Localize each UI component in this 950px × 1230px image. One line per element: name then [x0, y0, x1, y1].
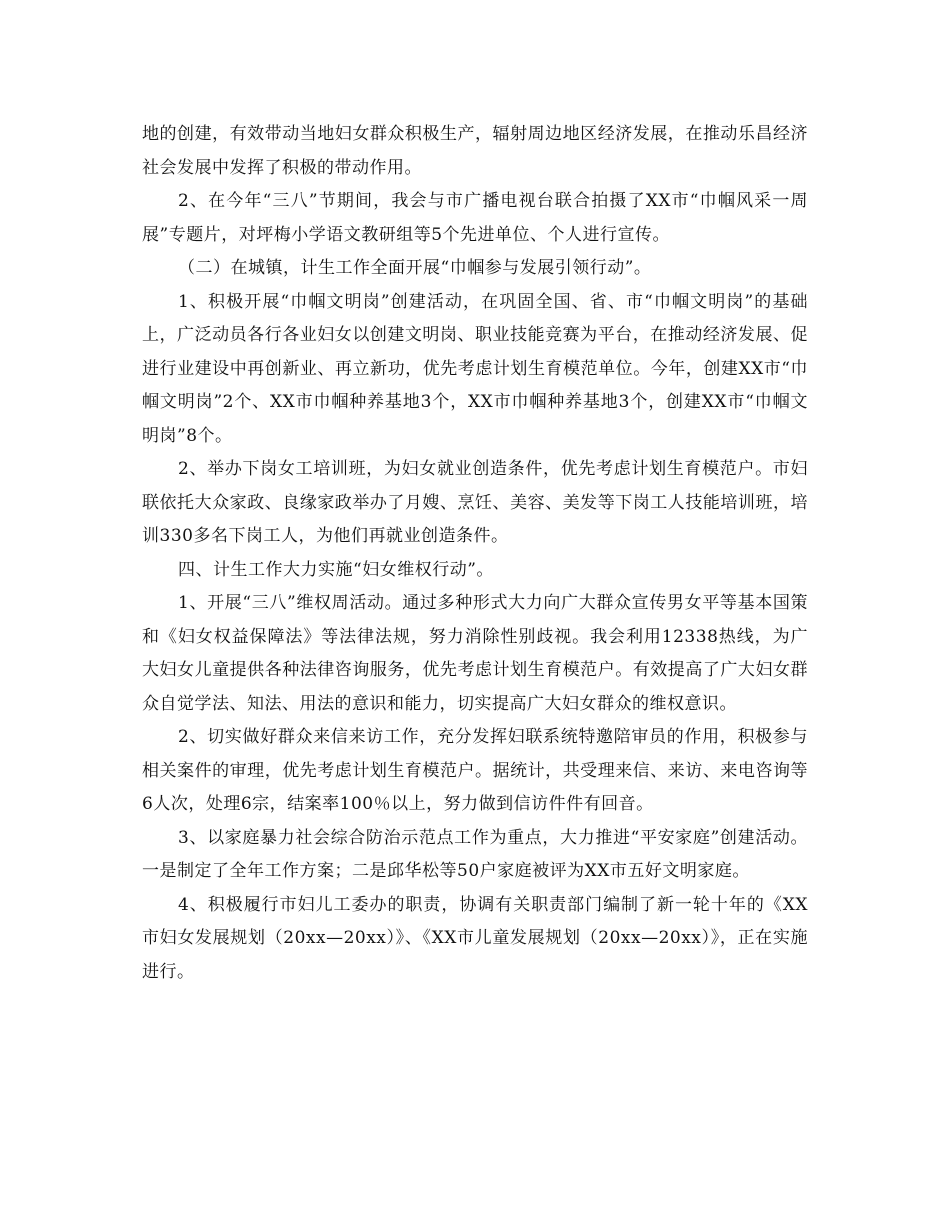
paragraph: 2、切实做好群众来信来访工作，充分发挥妇联系统特邀陪审员的作用，积极参与相关案件的审理，优先考虑计划生育模范户。据统计，共受理来信、来访、来电咨询等6人次，处理6宗，结案率100％以上，努力做到信访件件有回音。 [142, 727, 808, 814]
paragraph: 3、以家庭暴力社会综合防治示范点工作为重点，大力推进“平安家庭”创建活动。一是制定了全年工作方案；二是邱华松等50户家庭被评为XX市五好文明家庭。 [142, 827, 808, 881]
paragraph: 4、积极履行市妇儿工委办的职责，协调有关职责部门编制了新一轮十年的《XX市妇女发展规划（20xx—20xx）》、《XX市儿童发展规划（20xx—20xx）》，正在实施进行。 [142, 894, 808, 982]
section-heading: （二）在城镇，计生工作全面开展“巾帼参与发展引领行动”。 [178, 258, 652, 278]
paragraph: 地的创建，有效带动当地妇女群众积极生产，辐射周边地区经济发展，在推动乐昌经济社会发展中发挥了积极的带动作用。 [142, 124, 808, 178]
paragraph: 1、开展“三八”维权周活动。通过多种形式大力向广大群众宣传男女平等基本国策和《妇女权益保障法》等法律法规，努力消除性别歧视。我会利用12338热线，为广大妇女儿童提供各种法律咨询服务，优先考虑计划生育模范户。有效提高了广大妇女群众自觉学法、知法、用法的意识和能力，切实提高广大妇女群众的维权意识。 [142, 593, 808, 714]
paragraph: 2、在今年“三八”节期间，我会与市广播电视台联合拍摄了XX市“巾帼风采一周展”专题片，对坪梅小学语文教研组等5个先进单位、个人进行宣传。 [142, 191, 808, 245]
document-page [142, 118, 808, 989]
section-heading: 四、计生工作大力实施“妇女维权行动”。 [178, 559, 494, 580]
paragraph: 2、举办下岗女工培训班，为妇女就业创造条件，优先考虑计划生育模范户。市妇联依托大众家政、良缘家政举办了月嫂、烹饪、美容、美发等下岗工人技能培训班，培训330多名下岗工人，为他们再就业创造条件。 [142, 459, 808, 546]
paragraph: 1、积极开展“巾帼文明岗”创建活动，在巩固全国、省、市“巾帼文明岗”的基础上，广泛动员各行各业妇女以创建文明岗、职业技能竞赛为平台，在推动经济发展、促进行业建设中再创新业、再立新功，优先考虑计划生育模范单位。今年，创建XX市“巾帼文明岗”2个、XX市巾帼种养基地3个，XX市巾帼种养基地3个，创建XX市“巾帼文明岗”8个。 [142, 291, 808, 446]
